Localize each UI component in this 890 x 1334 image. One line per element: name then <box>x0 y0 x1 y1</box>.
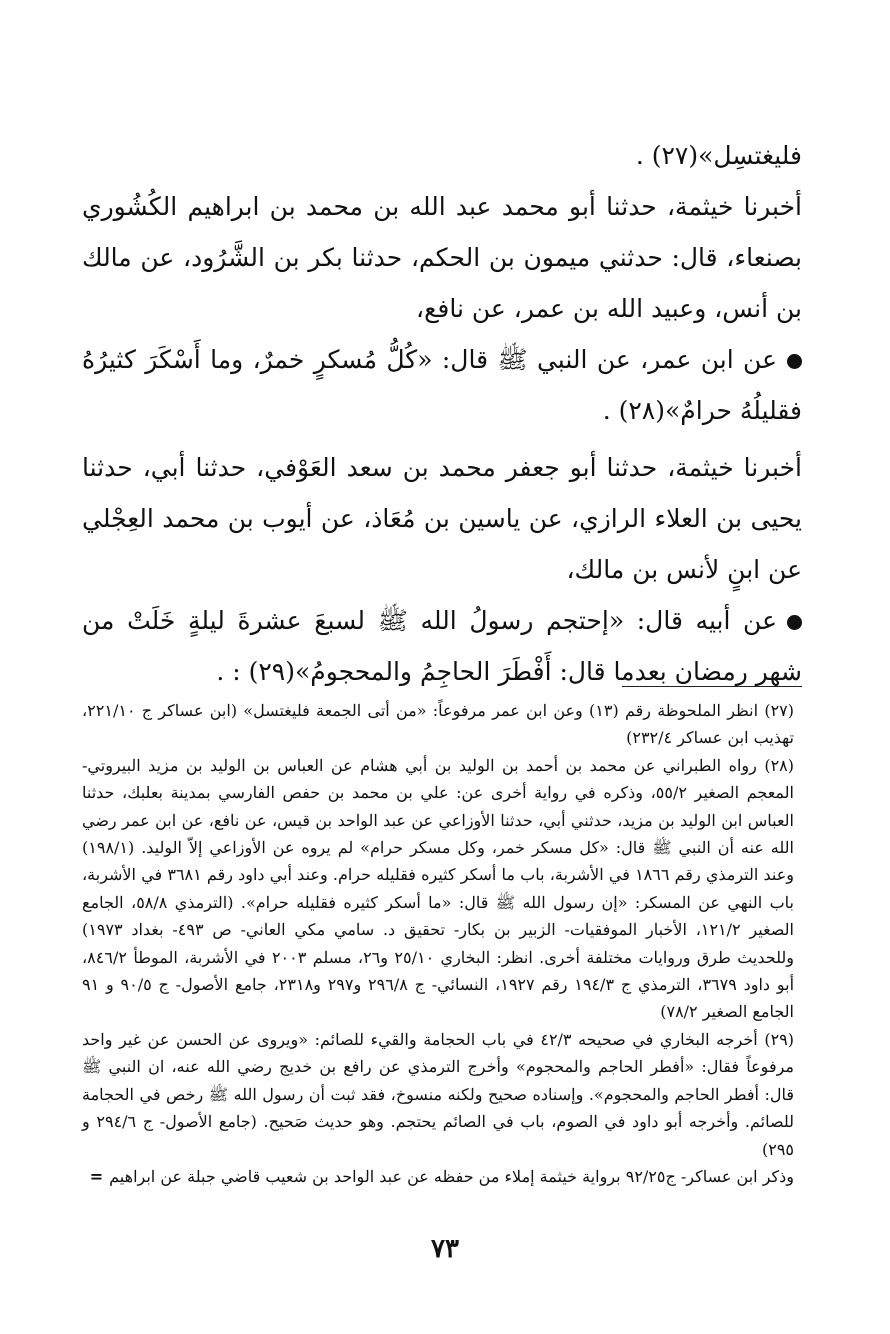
hadith-1-text: عن ابن عمر، عن النبي ﷺ قال: «كُلُّ مُسكرٍ خمرٌ، وما أَسْكَرَ كثيرُهُ فقليلُهُ حرامٌ»(٢٨) . <box>82 345 802 425</box>
bullet-icon <box>787 354 802 369</box>
footnote-divider <box>622 686 802 687</box>
continuation-mark: = <box>89 1166 104 1186</box>
paragraph-1: فليغتسِل»(٢٧) . <box>635 141 802 170</box>
footnote-continuation-text: وذكر ابن عساكر- ج٩٢/٢٥ برواية خيثمة إملاء من حفظه عن عبد الواحد بن شعيب قاضي جبلة عن ابراهيم <box>109 1166 794 1186</box>
hadith-2-text: عن أبيه قال: «إحتجم رسولُ الله ﷺ لسبعَ عشرةَ ليلةٍ خَلَتْ من شهر رمضان بعدما قال: أَفْطَرَ الحاجِمُ والمحجومُ»(٢٩) : . <box>82 606 802 686</box>
paragraph-2: أخبرنا خيثمة، حدثنا أبو محمد عبد الله بن محمد بن ابراهيم الكُشُوري بصنعاء، قال: حدثني ميمون بن الحكم، حدثنا بكر بن الشَّرُود، عن مالك بن أنس، وعبيد الله بن عمر، عن نافع، <box>82 192 802 323</box>
footnote-27: (٢٧) انظر الملحوظة رقم (١٣) وعن ابن عمر مرفوعاً: «من أتى الجمعة فليغتسل» (ابن عساكر ج ٢٢١/١٠، تهذيب ابن عساكر ٢٣٢/٤) <box>82 701 795 748</box>
footnote-continuation-line <box>82 1163 794 1190</box>
footnote-29: (٢٩) أخرجه البخاري في صحيحه ٤٢/٣ في باب الحجامة والقيء للصائم: «ويروى عن الحسن عن غير واحد مرفوعاً فقال: «أفطر الحاجم والمحجوم» وأخرج الترمذي عن رافع بن خديج رضي الله عنه، ان النبي ﷺ قال: أفطر الحاجم والمحجوم». وإسناده صحيح ولكنه منسوخ، فقد ثبت أن رسول الله ﷺ رخص في الحجامة للصائم. وأخرجه أبو داود في الصوم، باب في الصائم يحتجم. وهو حديث صَحيح. (جامع الأصول- ج ٢٩٤/٦ و ٢٩٥) <box>82 1029 795 1159</box>
main-text <box>82 130 802 697</box>
paragraph-4: أخبرنا خيثمة، حدثنا أبو جعفر محمد بن سعد العَوْفي، حدثنا أبي، حدثنا يحيى بن العلاء الرازي، عن ياسين بن مُعَاذ، عن أيوب بن محمد العِجْلي عن ابنٍ لأنس بن مالك، <box>82 453 802 584</box>
hadith-1 <box>82 334 802 436</box>
bullet-icon <box>787 615 802 630</box>
hadith-2 <box>82 595 802 697</box>
page-number: ٧٣ <box>431 1234 459 1264</box>
footnote-28: (٢٨) رواه الطبراني عن محمد بن أحمد بن الوليد بن أبي هشام عن العباس بن الوليد بن مزيد البيروتي- المعجم الصغير ٥٥/٢، وذكره في رواية أخرى عن: علي بن محمد بن حفص الفارسي بمدينة بعلبك، حدثنا العباس ابن الوليد بن مزيد، حدثني أبي، حدثنا الأوزاعي عن عبد الواحد بن قيس، عن نافع، عن ابن عمر رضي الله عنه أن النبي ﷺ قال: «كل مسكر خمر، وكل مسكر حرام» لم يروه عن الأوزاعي إلاّ الوليد. (١٩٨/١) وعند الترمذي رقم ١٨٦٦ في الأشربة، باب ما أسكر كثيره فقليله حرام. وعند أبي داود رقم ٣٦٨١ في الأشربة، باب النهي عن المسكر: «إن رسول الله ﷺ قال: «ما أسكر كثيره فقليله حرام». (الترمذي ٥٨/٨، الجامع الصغير ١٢١/٢، الأخبار الموفقيات- الزبير بن بكار- تحقيق د. سامي مكي العاني- ص ٤٩٣- بغداد ١٩٧٣) وللحديث طرق وروايات مختلفة أخرى. انظر: البخاري ٢٥/١٠ و٢٦، مسلم ٢٠٠٣ في الأشربة، الموطأ ٨٤٦/٢، أبو داود ٣٦٧٩، الترمذي ج ١٩٤/٣ رقم ١٩٢٧، النسائي- ج ٢٩٦/٨ و٢٩٧ و٢٣١٨، جامع الأصول- ج ٩٠/٥ و ٩١ الجامع الصغير ٧٨/٢) <box>82 755 795 1022</box>
footnotes <box>82 697 794 1190</box>
